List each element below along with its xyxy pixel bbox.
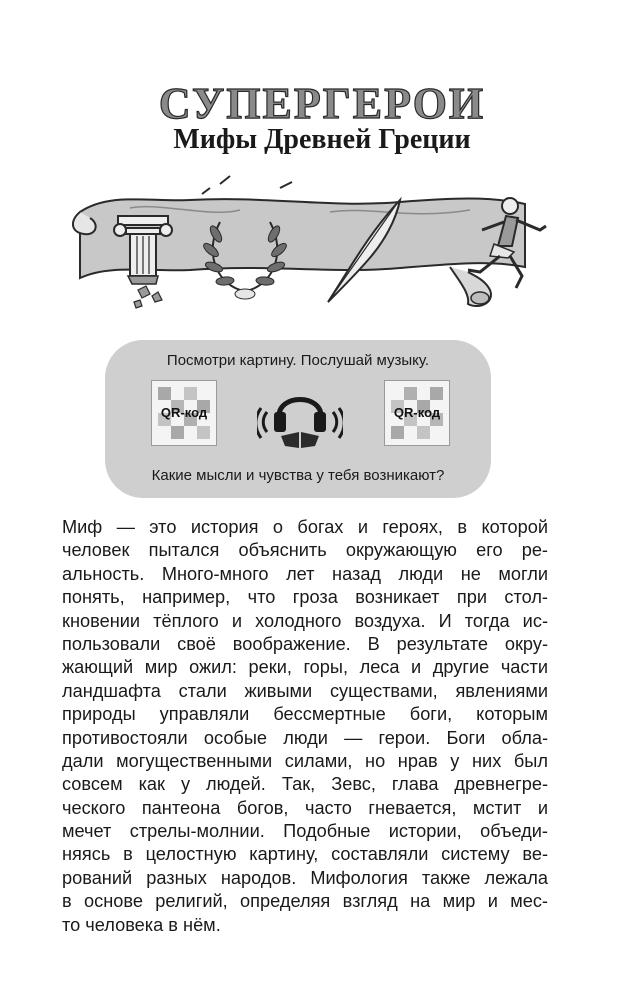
body-line: дали могущественными силами, но нрав у них был: [62, 750, 548, 771]
headphones-icon: [257, 382, 343, 448]
body-line: Миф — это история о богах и героях, в которой: [62, 517, 548, 537]
body-line: ческого пантеона богов, часто гневается, мстит и: [62, 797, 548, 818]
body-line: жающий мир ожил: реки, горы, леса и другие части: [62, 657, 548, 678]
media-prompt-box: [105, 340, 491, 498]
body-line: няясь в целостную картину, составляли систему ве-: [62, 844, 548, 865]
media-prompt-bottom: Какие мысли и чувства у тебя возникают?: [151, 467, 445, 484]
body-line: ландшафта стали живыми существами, явлениями: [62, 680, 548, 701]
page-title: СУПЕРГЕРОИ: [158, 79, 486, 128]
qr-code-left-label: QR-код: [160, 405, 208, 420]
body-line: пользовали своё воображение. В результате окру-: [62, 633, 548, 654]
qr-code-right[interactable]: [384, 380, 450, 446]
body-line: то человека в нём.: [62, 914, 221, 935]
body-line: кновении тёплого и холодного воздуха. И тогда ис-: [62, 610, 548, 631]
qr-code-left[interactable]: [151, 380, 217, 446]
banner-illustration: [70, 172, 550, 322]
body-line: альность. Много-много лет назад люди не могли: [62, 563, 548, 584]
body-line: рований разных народов. Мифология также лежала: [62, 867, 548, 888]
body-line: природы управляли бессмертные боги, которым: [62, 704, 548, 725]
body-paragraph: [62, 516, 548, 937]
body-line: в основе религий, определяя взгляд на мир и мес-: [62, 891, 548, 912]
qr-code-right-label: QR-код: [393, 405, 441, 420]
body-line: человек пытался объяснить окружающую его ре-: [62, 540, 548, 561]
body-line: совсем как у людей. Так, Зевс, глава древнегре-: [62, 774, 548, 795]
media-prompt-top: Посмотри картину. Послушай музыку.: [166, 352, 430, 369]
page-subtitle: Мифы Древней Греции: [173, 124, 471, 155]
body-line: мечет стрелы-молнии. Подобные истории, объеди-: [62, 821, 548, 842]
body-line: противостояли особые люди — герои. Боги обла-: [62, 727, 548, 748]
body-line: понять, например, что гроза возникает при стол-: [62, 587, 548, 608]
